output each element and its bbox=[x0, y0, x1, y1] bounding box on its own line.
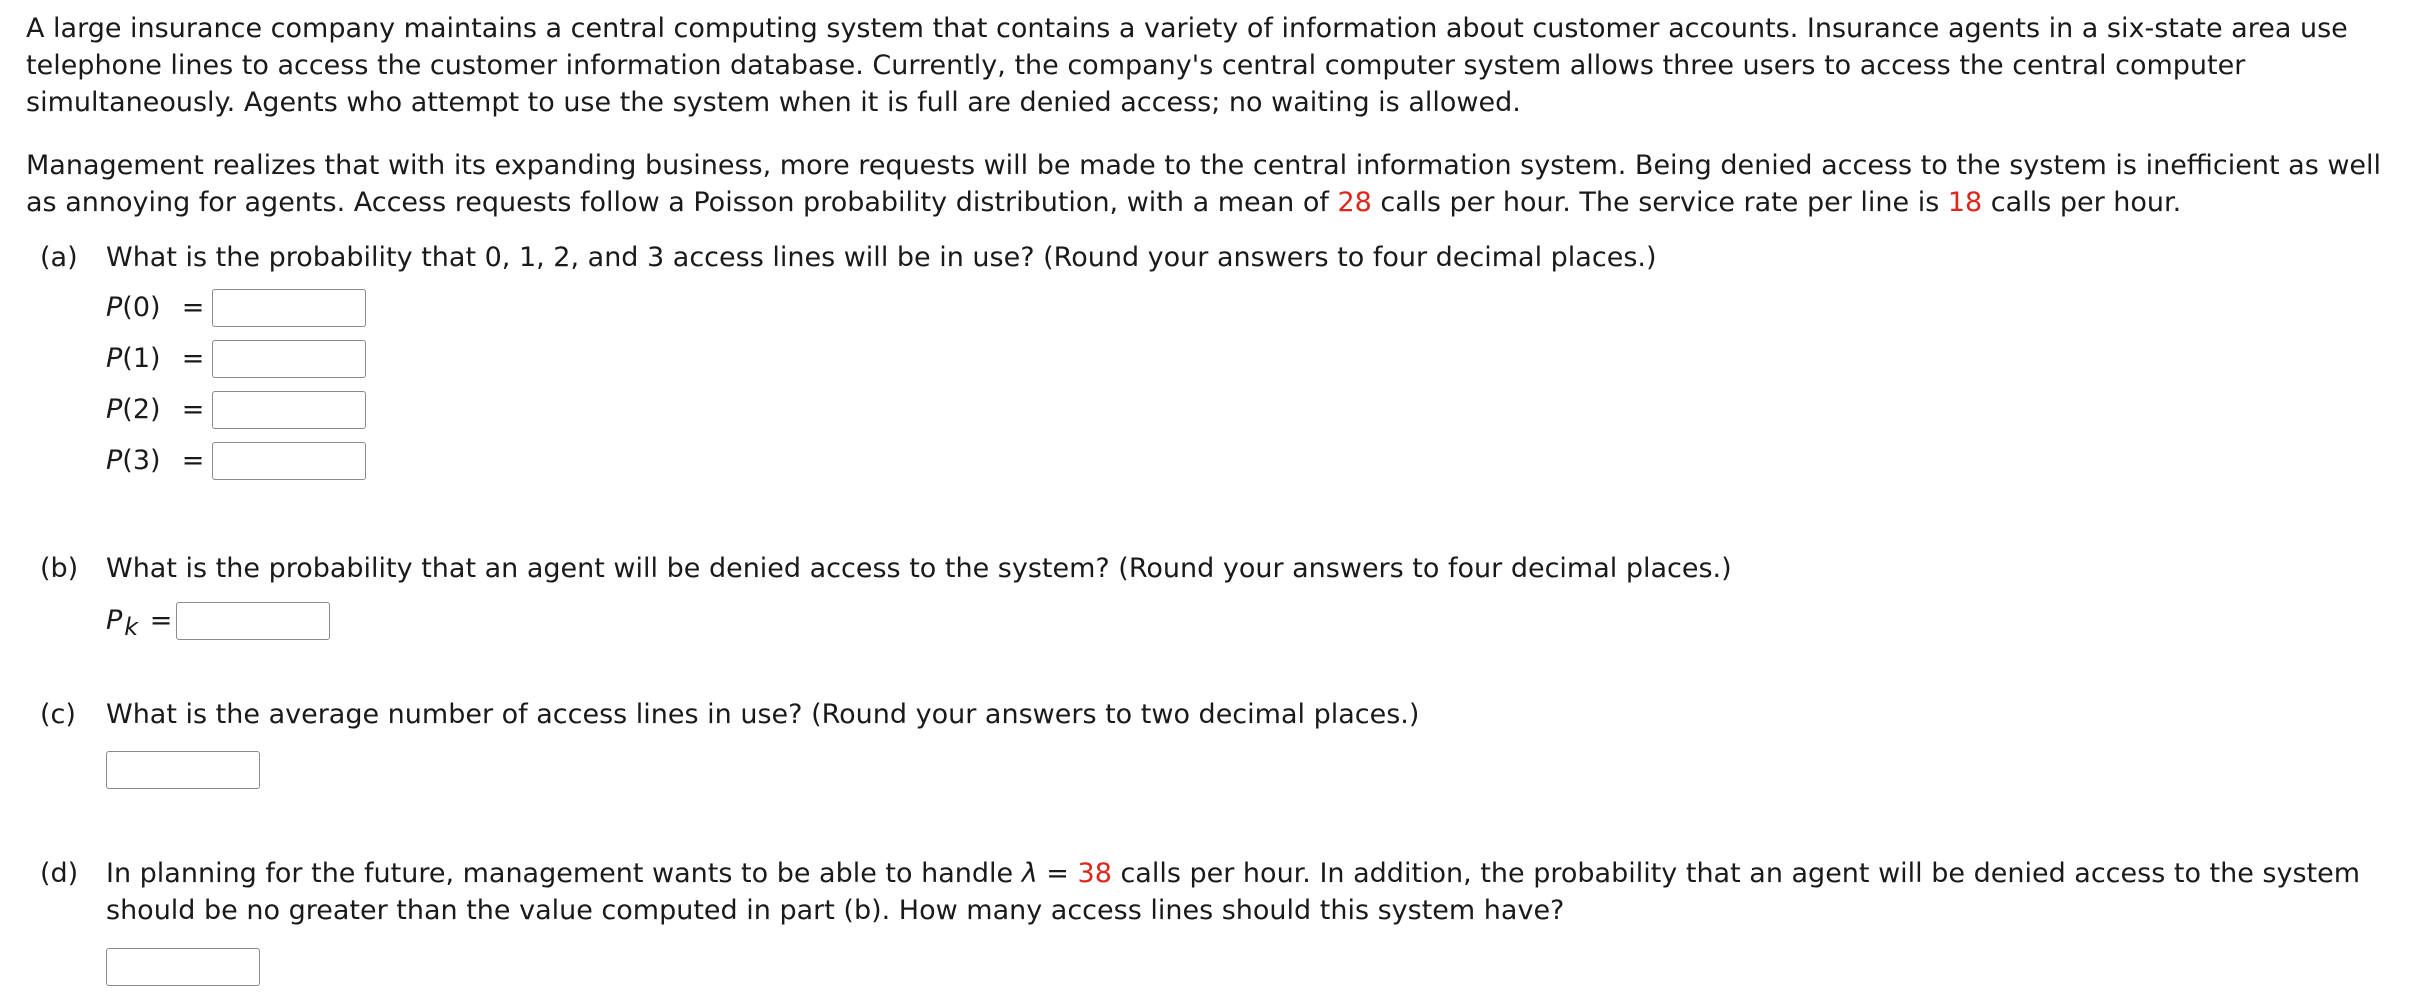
p2-input[interactable] bbox=[212, 391, 366, 429]
part-d-question: In planning for the future, management wants to be able to handle λ = 38 calls per hour. In addition, the probability that an agent will be denied access to the system should be no greater than the value computed in part (b). How many access lines should this system have? bbox=[106, 857, 2361, 926]
part-a-answers bbox=[106, 282, 2416, 486]
part-d bbox=[26, 855, 2416, 987]
part-c-question: What is the average number of access lines in use? (Round your answers to two decimal places.) bbox=[106, 699, 1420, 730]
equals-sign: = bbox=[181, 343, 205, 374]
pk-label: $P_k$ bbox=[106, 604, 139, 641]
equals-sign: = bbox=[181, 445, 205, 476]
problem-page bbox=[26, 10, 2416, 986]
answer-row-p2 bbox=[106, 384, 2416, 435]
p3-input[interactable] bbox=[212, 442, 366, 480]
part-b bbox=[26, 550, 2416, 648]
part-b-question: What is the probability that an agent will be denied access to the system? (Round your answers to four decimal places.) bbox=[106, 553, 1732, 584]
equals-sign: = bbox=[149, 605, 173, 636]
equals-sign: = bbox=[181, 292, 205, 323]
intro-p2-text-b: calls per hour. The service rate per line is bbox=[1371, 187, 1948, 218]
p1-input[interactable] bbox=[212, 340, 366, 378]
intro-paragraph-1: A large insurance company maintains a central computing system that contains a variety of information about customer accounts. Insurance agents in a six-state area use telephone lines to access the customer information database. Currently, the company's central computer system allows three users to access the central computer simultaneously. Agents who attempt to use the system when it is full are denied access; no waiting is allowed. bbox=[26, 13, 2348, 118]
equals-sign: = bbox=[181, 394, 205, 425]
future-lambda-value: 38 bbox=[1077, 857, 1112, 889]
p0-input[interactable] bbox=[212, 289, 366, 327]
part-c bbox=[26, 696, 2416, 789]
part-c-answer-wrap bbox=[106, 747, 2416, 789]
intro-paragraph-2 bbox=[26, 147, 2416, 221]
service-rate-value: 18 bbox=[1947, 187, 1983, 218]
avg-lines-input[interactable] bbox=[106, 751, 260, 789]
lambda-symbol: λ bbox=[1021, 857, 1038, 889]
answer-row-p3 bbox=[106, 435, 2416, 486]
p1-label: P(1) bbox=[106, 343, 161, 374]
p2-label: P(2) bbox=[106, 394, 161, 425]
answer-row-pk bbox=[106, 593, 2416, 648]
part-d-answer-wrap bbox=[106, 945, 2416, 987]
intro-p2-text-c: calls per hour. bbox=[1982, 187, 2182, 218]
p3-label: P(3) bbox=[106, 445, 161, 476]
mean-calls-value: 28 bbox=[1337, 187, 1372, 218]
answer-row-p0 bbox=[106, 282, 2416, 333]
intro-p2-text-a: Management realizes that with its expanding business, more requests will be made to the central information system. Being denied access to the system is inefficient as well as annoying for agents. Access requests follow a Poisson probability distribution, with a mean of bbox=[26, 150, 2382, 218]
p0-label: P(0) bbox=[106, 292, 161, 323]
part-d-letter: (d) bbox=[40, 857, 79, 889]
part-a-question: What is the probability that 0, 1, 2, and 3 access lines will be in use? (Round your answers to four decimal places.) bbox=[106, 242, 1657, 273]
pk-input[interactable] bbox=[176, 602, 330, 640]
access-lines-input[interactable] bbox=[106, 948, 260, 986]
part-c-letter: (c) bbox=[40, 699, 76, 730]
part-a bbox=[26, 239, 2416, 486]
part-a-letter: (a) bbox=[40, 242, 78, 273]
part-b-letter: (b) bbox=[40, 553, 79, 584]
answer-row-p1 bbox=[106, 333, 2416, 384]
